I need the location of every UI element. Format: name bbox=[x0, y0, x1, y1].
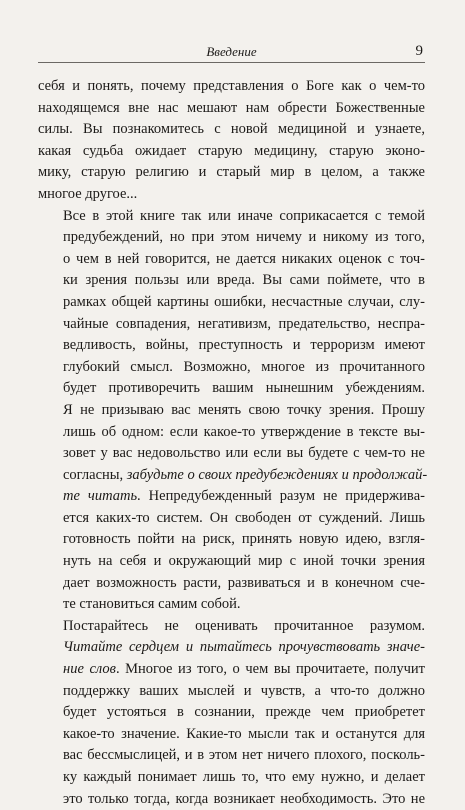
chapter-title: Введение bbox=[206, 44, 257, 59]
text-line: ведливость, войны, преступность и терроризм имеют bbox=[63, 337, 425, 354]
text-line bbox=[38, 637, 425, 659]
text-line: ется каких-то систем. Он свободен от суждений. Лишь bbox=[63, 509, 425, 526]
text-line: готовность пойти на риск, принять новую идею, взгля- bbox=[63, 531, 425, 548]
text-line: те становиться самим собой. bbox=[63, 596, 241, 613]
text-line: находящемся вне нас мешают нам обрести Божественные bbox=[38, 99, 425, 116]
text-line: какая судьба ожидает старую медицину, старую эконо- bbox=[38, 142, 425, 159]
text-line: Постарайтесь не оценивать прочитанное разумом. bbox=[63, 617, 425, 634]
text-line: будет противоречить вашим нынешним убеждениям. bbox=[63, 380, 425, 397]
text-line: лишь об одном: если какое-то утверждение в тексте вы- bbox=[63, 423, 425, 440]
paragraph-1 bbox=[38, 76, 425, 206]
text-line bbox=[38, 659, 425, 681]
text-line: вас бессмыслицей, и в этом нет ничего плохого, посколь- bbox=[63, 747, 425, 764]
text-line bbox=[38, 465, 428, 487]
text-line: предубеждений, но при этом ничему и никому из того, bbox=[63, 229, 425, 246]
text-line: чайные совпадения, негативизм, предательство, неспра- bbox=[63, 315, 425, 332]
page-number: 9 bbox=[415, 43, 423, 59]
text-line: многое другое... bbox=[38, 185, 138, 202]
text-line: нуть на себя и окружающий мир с иной точки зрения bbox=[63, 553, 425, 570]
text-line: какое-то значение. Какие-то мысли так и останутся для bbox=[63, 725, 425, 742]
text-line: мику, старую религию и старый мир в целом, а также bbox=[38, 164, 425, 181]
text-line: дает возможность расти, развиваться и в конечном сче- bbox=[63, 574, 425, 591]
text-line bbox=[38, 486, 425, 508]
paragraph-2 bbox=[38, 206, 428, 616]
text-line: о чем в ней говорится, не дается никаких оценок с точ- bbox=[63, 250, 425, 267]
text-line: ки зрения пользы или вреда. Вы сами поймете, что в bbox=[63, 272, 425, 289]
italic-run: ние слов bbox=[63, 661, 116, 678]
paragraph-3 bbox=[38, 616, 425, 810]
text-line: себя и понять, почему представления о Боге как о чем-то bbox=[38, 78, 425, 94]
running-head bbox=[38, 44, 425, 63]
text-line: силы. Вы познакомитесь с новой медициной и узнаете, bbox=[38, 121, 425, 138]
text-line: это только тогда, когда возникает необходимость. Это не bbox=[63, 790, 425, 807]
text-run: согласны, bbox=[63, 466, 127, 483]
text-line: Я не призываю вас менять свою точку зрения. Прошу bbox=[63, 401, 425, 418]
text-line: поддержку ваших мыслей и чувств, а что-то должно bbox=[63, 682, 425, 699]
italic-run: Читайте сердцем и пытайтесь прочувствовать значе- bbox=[63, 639, 425, 656]
text-line: Все в этой книге так или иначе соприкасается с темой bbox=[63, 207, 425, 224]
body-text bbox=[38, 76, 428, 810]
text-line: будет устояться в сознании, прежде чем приобретет bbox=[63, 704, 425, 721]
text-line: зовет у вас недовольство или если вы будете с чем-то не bbox=[63, 445, 425, 462]
text-run: . Многое из того, о чем вы прочитаете, получит bbox=[115, 661, 425, 678]
italic-run: забудьте о своих предубеждениях и продолжай- bbox=[126, 466, 428, 483]
italic-run: те читать bbox=[63, 488, 138, 505]
text-line: рамках общей картины ошибки, несчастные случаи, слу- bbox=[63, 293, 425, 310]
text-line: ку каждый понимает лишь то, что ему нужно, и делает bbox=[63, 769, 425, 785]
text-line: глубокий смысл. Возможно, многое из прочитанного bbox=[63, 358, 425, 375]
text-run: . Непредубежденный разум не придерживa- bbox=[137, 488, 425, 505]
